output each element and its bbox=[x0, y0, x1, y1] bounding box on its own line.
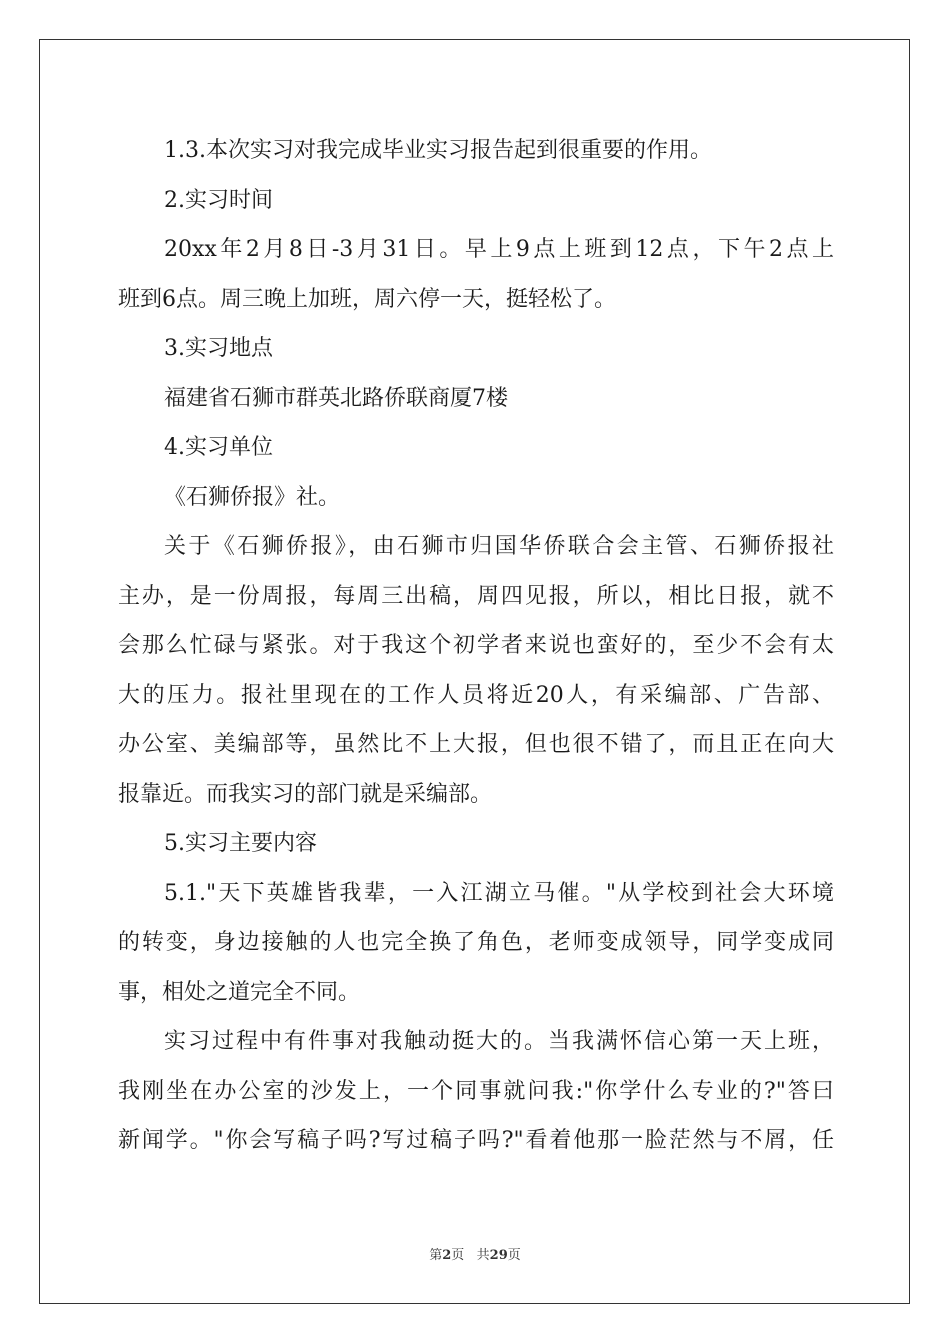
footer-prefix: 第 bbox=[429, 1248, 443, 1263]
footer-middle: 页 共 bbox=[451, 1248, 490, 1263]
text-line: 5.实习主要内容 bbox=[164, 831, 317, 856]
text-line: 办公室、美编部等，虽然比不上大报，但也很不错了，而且正在向大 bbox=[118, 732, 834, 757]
text-line: 班到6点。周三晚上加班，周六停一天，挺轻松了。 bbox=[118, 286, 616, 312]
text-line: 5.1."天下英雄皆我辈，一入江湖立马催。"从学校到社会大环境 bbox=[164, 880, 834, 906]
text-line: 我刚坐在办公室的沙发上，一个同事就问我:"你学什么专业的?"答曰 bbox=[118, 1078, 834, 1104]
text-line: 报靠近。而我实习的部门就是采编部。 bbox=[118, 781, 493, 807]
text-line: 的转变，身边接触的人也完全换了角色，老师变成领导，同学变成同 bbox=[118, 930, 834, 955]
text-line: 20xx年2月8日-3月31日。早上9点上班到12点，下午2点上 bbox=[164, 237, 834, 262]
text-line: 《石狮侨报》社。 bbox=[164, 484, 341, 510]
text-line: 会那么忙碌与紧张。对于我这个初学者来说也蛮好的，至少不会有太 bbox=[118, 633, 834, 658]
page-footer bbox=[0, 1244, 950, 1263]
text-line: 1.3.本次实习对我完成毕业实习报告起到很重要的作用。 bbox=[164, 138, 712, 163]
text-line: 实习过程中有件事对我触动挺大的。当我满怀信心第一天上班， bbox=[164, 1029, 834, 1054]
text-line: 关于《石狮侨报》，由石狮市归国华侨联合会主管、石狮侨报社 bbox=[164, 534, 834, 559]
text-line: 事，相处之道完全不同。 bbox=[118, 979, 361, 1005]
text-line: 福建省石狮市群英北路侨联商厦7楼 bbox=[164, 385, 508, 411]
text-line: 主办，是一份周报，每周三出稿，周四见报，所以，相比日报，就不 bbox=[118, 583, 834, 609]
total-page-count: 29 bbox=[489, 1248, 508, 1263]
footer-suffix: 页 bbox=[507, 1248, 521, 1263]
current-page-number: 2 bbox=[442, 1248, 452, 1263]
text-line: 大的压力。报社里现在的工作人员将近20人，有采编部、广告部、 bbox=[118, 682, 834, 708]
document-body bbox=[118, 126, 834, 1166]
text-line: 2.实习时间 bbox=[164, 187, 273, 213]
text-line: 4.实习单位 bbox=[164, 435, 273, 460]
text-line: 新闻学。"你会写稿子吗?写过稿子吗?"看着他那一脸茫然与不屑，任 bbox=[118, 1128, 834, 1153]
text-line: 3.实习地点 bbox=[164, 336, 273, 361]
